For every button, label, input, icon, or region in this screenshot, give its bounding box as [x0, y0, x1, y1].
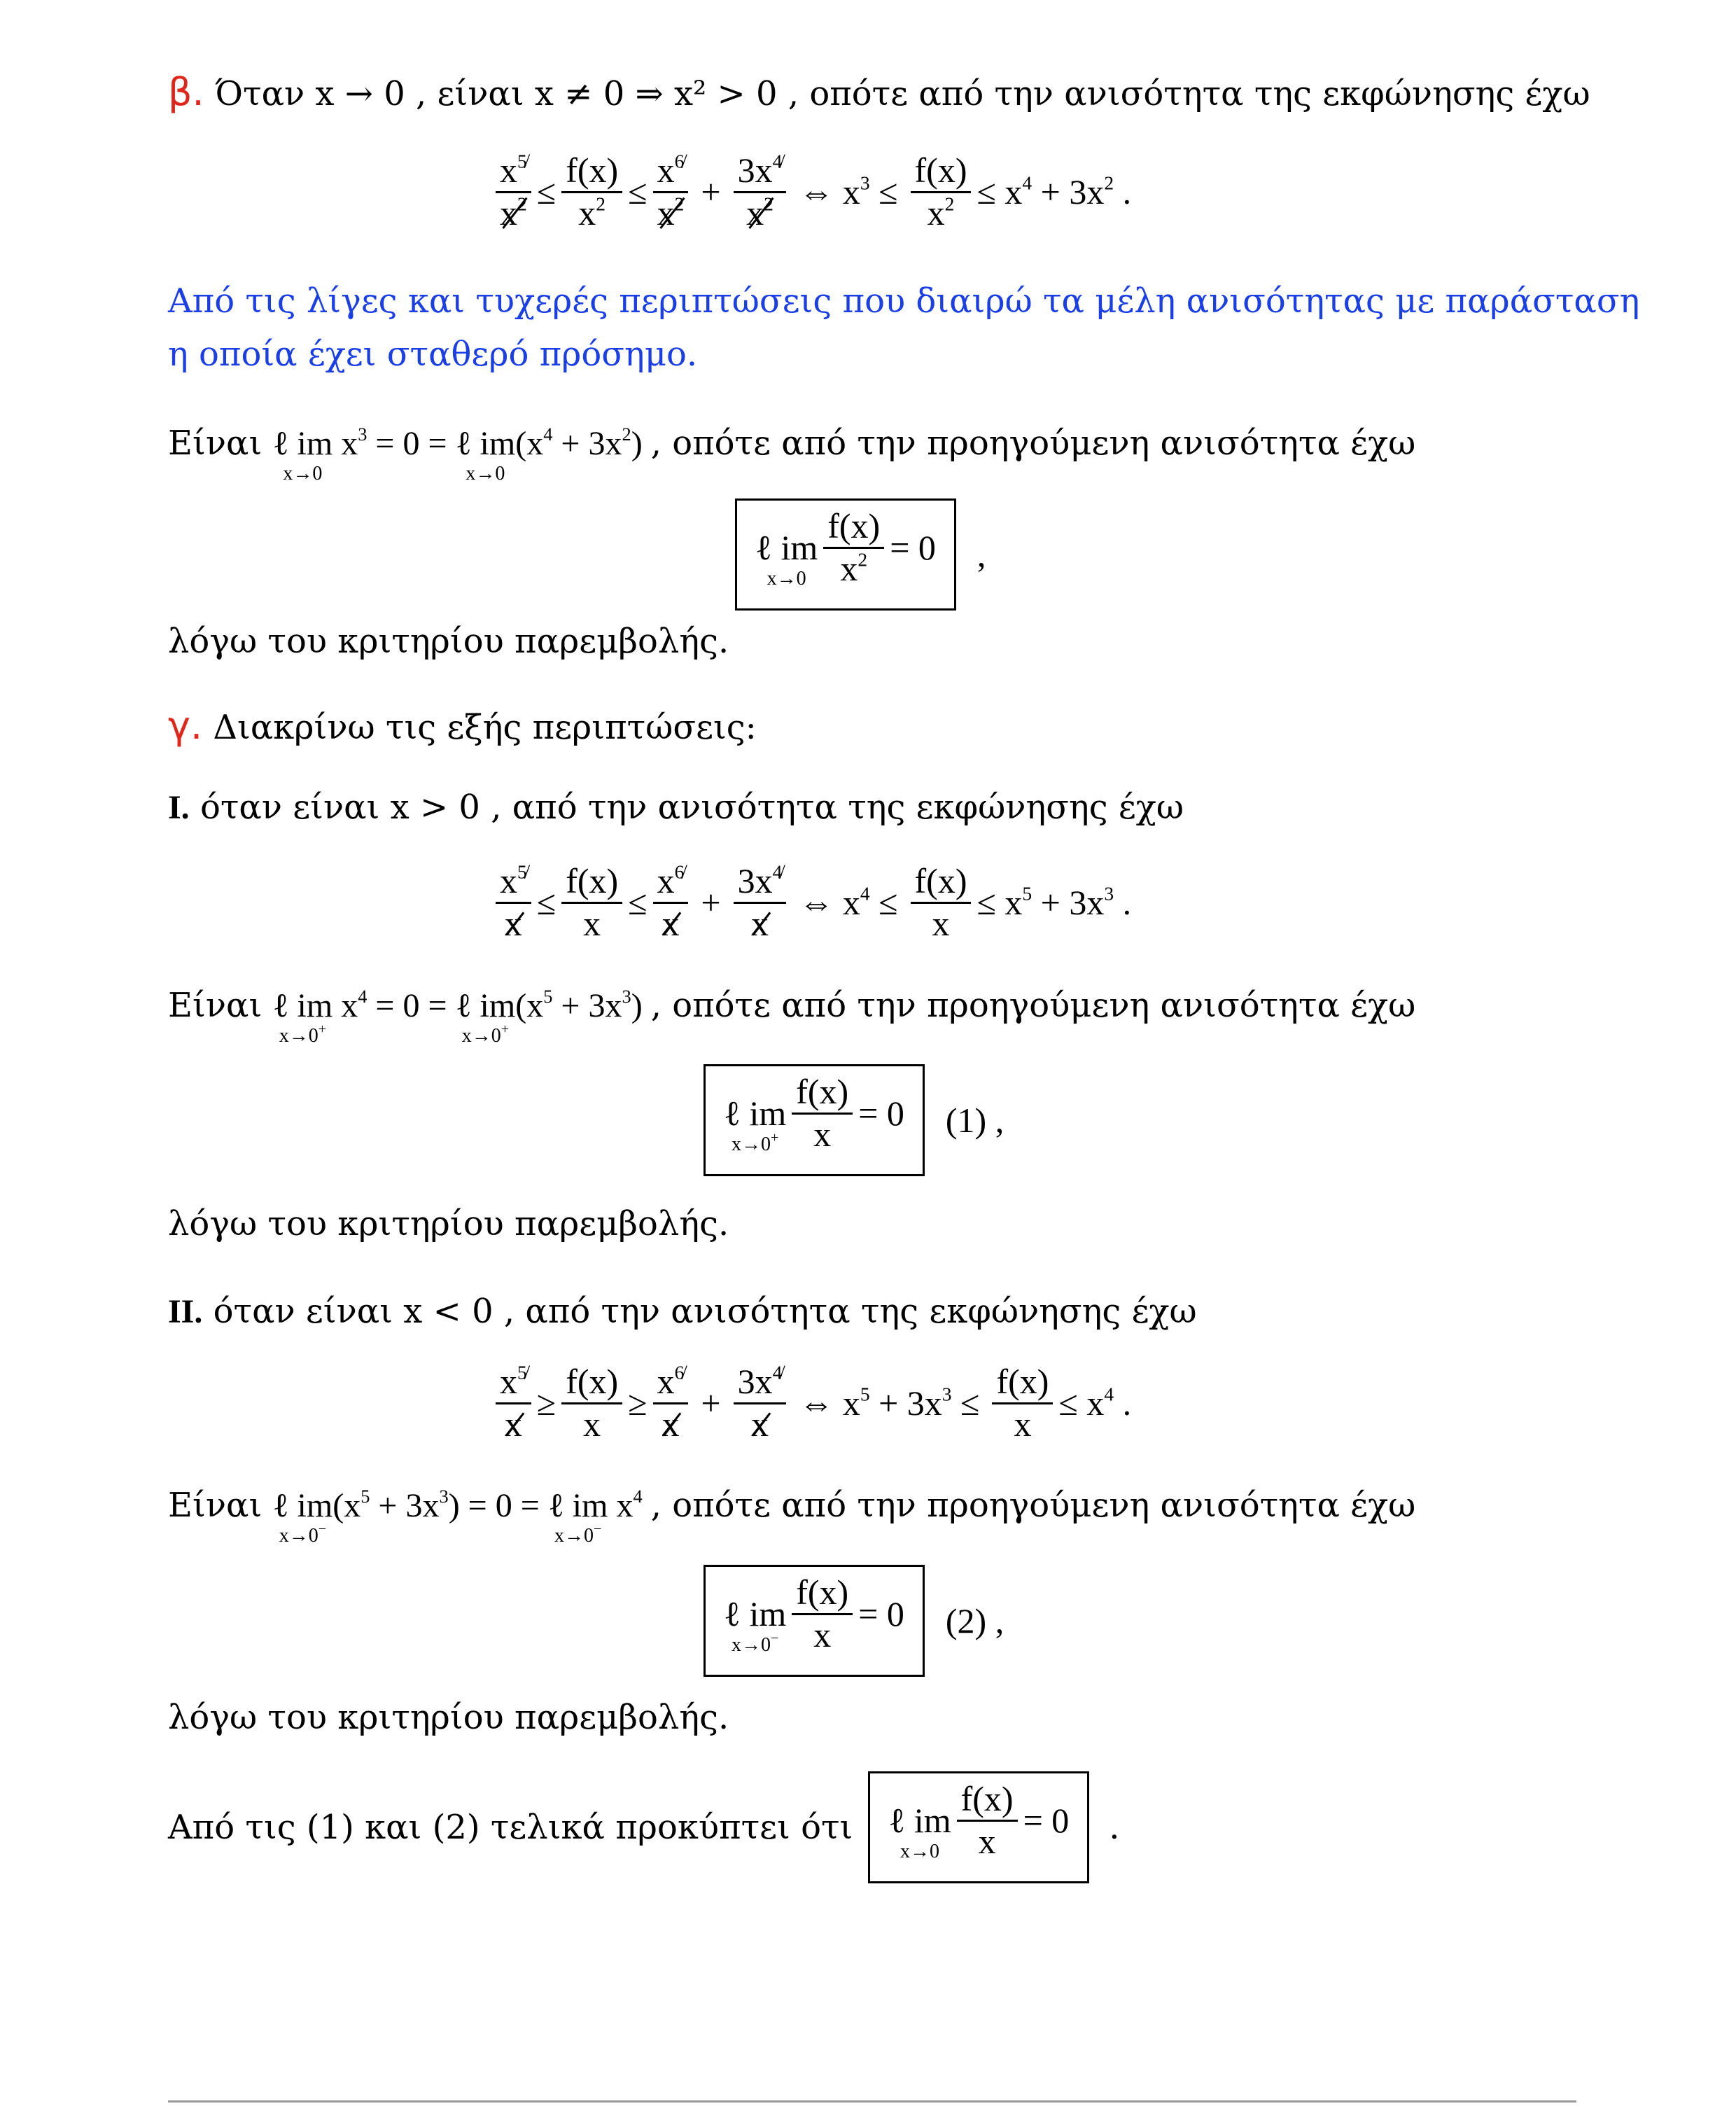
- part-b-squeeze: λόγω του κριτηρίου παρεμβολής.: [168, 622, 729, 661]
- case2-intro: όταν είναι x < 0 , από την ανισότητα της εκφώνησης έχω: [213, 1292, 1197, 1331]
- case1-suffix: , οπότε από την προηγούμενη ανισότητα έχω: [650, 986, 1416, 1025]
- part-b-label: β.: [168, 70, 204, 114]
- limit-prefix: Είναι: [168, 424, 262, 463]
- part-b-note-line1: Από τις λίγες και τυχερές περιπτώσεις που διαιρώ τα μέλη ανισότητας με παράσταση: [168, 281, 1640, 321]
- part-b-inequality: $\frac{x^{5̸}}{x^2}$ ≤ $\frac{f(x)}{x^2}$ ≤ $\frac{x^{6̸}}{x^2}$ + $\frac{3x^{4̸}}{x^2}$ ⇔ $x^3$ ≤ $\frac{f(x)}{x^2}$ ≤ $x^4 + 3x^2$ .: [490, 151, 1131, 233]
- case1-intro: όταν είναι x > 0 , από την ανισότητα της εκφώνησης έχω: [200, 788, 1184, 827]
- part-b-intro-line: [168, 70, 1590, 114]
- conclusion-line: [168, 1771, 1120, 1883]
- case2-result: [704, 1565, 1004, 1677]
- case1-result: [704, 1064, 1004, 1176]
- case1-intro-line: [168, 788, 1184, 827]
- case2-suffix: , οπότε από την προηγούμενη ανισότητα έχω: [650, 1486, 1416, 1525]
- case2-result-box: ℓ im x→0− $\frac{f(x)}{x}$ = 0: [704, 1565, 925, 1677]
- part-b-limits-line: Είναι ℓ im x→0 $x^3 = 0$ = ℓ im x→0 $(x^4 + 3x^2)$ , οπότε από την προηγούμενη ανισότητα έχω: [168, 424, 1416, 484]
- case2-label: II.: [168, 1293, 203, 1330]
- case2-inequality: $\frac{x^{5̸}}{x}$ ≥ $\frac{f(x)}{x}$ ≥ $\frac{x^{6̸}}{x}$ + $\frac{3x^{4̸}}{x}$ ⇔ $x^5 + 3x^3$ ≤ $\frac{f(x)}{x}$ ≤ $x^4$ .: [490, 1362, 1131, 1444]
- case2-prefix: Είναι: [168, 1486, 262, 1525]
- conclusion-text: Από τις (1) και (2) τελικά προκύπτει ότι: [168, 1808, 853, 1847]
- limit-suffix: , οπότε από την προηγούμενη ανισότητα έχω: [650, 424, 1416, 463]
- part-c-label: γ.: [168, 704, 203, 748]
- footer-rule: [168, 2100, 1576, 2102]
- case1-label: I.: [168, 789, 190, 826]
- case1-result-box: ℓ im x→0+ $\frac{f(x)}{x}$ = 0: [704, 1064, 925, 1176]
- case2-intro-line: [168, 1292, 1197, 1331]
- case1-inequality: $\frac{x^{5̸}}{x}$ ≤ $\frac{f(x)}{x}$ ≤ $\frac{x^{6̸}}{x}$ + $\frac{3x^{4̸}}{x}$ ⇔ $x^4$ ≤ $\frac{f(x)}{x}$ ≤ $x^5 + 3x^3$ .: [490, 861, 1131, 944]
- case2-limits-line: Είναι ℓ im x→0− $(x^5 + 3x^3) = 0$ = ℓ im x→0− $x^4$ , οπότε από την προηγούμενη ανισότητα έχω: [168, 1486, 1416, 1547]
- case1-tag: (1) ,: [945, 1101, 1004, 1140]
- conclusion-end: .: [1109, 1808, 1120, 1847]
- case2-tag: (2) ,: [945, 1601, 1004, 1640]
- case2-squeeze: λόγω του κριτηρίου παρεμβολής.: [168, 1698, 729, 1737]
- part-b-result-box: ℓ im x→0 $\frac{f(x)}{x^2}$ = 0: [735, 498, 956, 611]
- case1-prefix: Είναι: [168, 986, 262, 1025]
- part-b-note-line2: η οποία έχει σταθερό πρόσημο.: [168, 335, 698, 374]
- part-b-intro: Όταν x → 0 , είναι x ≠ 0 ⇒ x² > 0 , οπότε από την ανισότητα της εκφώνησης έχω: [214, 74, 1590, 113]
- part-b-after-box: ,: [976, 535, 986, 574]
- part-c-intro-line: [168, 704, 757, 748]
- case1-squeeze: λόγω του κριτηρίου παρεμβολής.: [168, 1204, 729, 1243]
- case1-limits-line: Είναι ℓ im x→0+ $x^4 = 0$ = ℓ im x→0+ $(x^5 + 3x^3)$ , οπότε από την προηγούμενη ανισότητα έχω: [168, 986, 1416, 1047]
- part-c-intro: Διακρίνω τις εξής περιπτώσεις:: [213, 708, 757, 747]
- part-b-result: [735, 498, 986, 611]
- conclusion-box: ℓ im x→0 $\frac{f(x)}{x}$ = 0: [868, 1771, 1089, 1883]
